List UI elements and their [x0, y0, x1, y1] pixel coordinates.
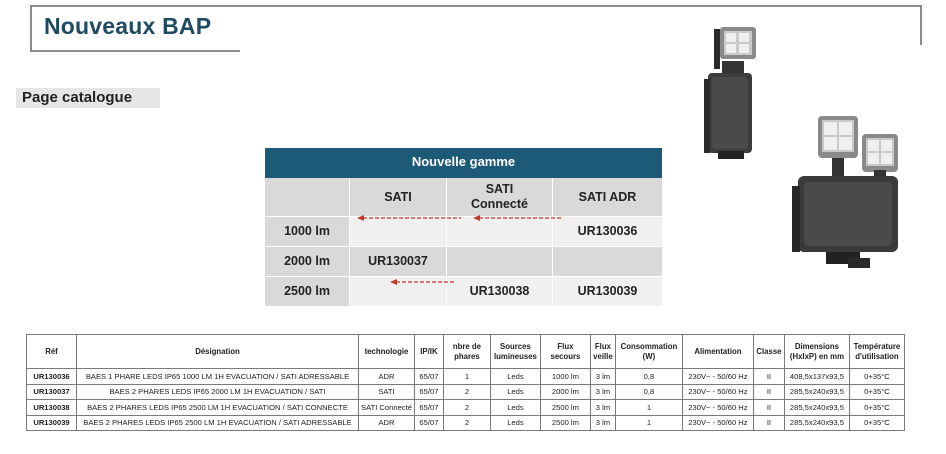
cell-sources: Leds	[490, 400, 540, 416]
gamme-row	[265, 247, 662, 277]
col-flux-secours: Flux secours	[540, 335, 590, 369]
spec-header-row	[27, 335, 905, 369]
table-row	[27, 369, 905, 385]
gamme-title: Nouvelle gamme	[265, 148, 662, 178]
gamme-table	[265, 148, 662, 307]
cell-flux-secours: 2500 lm	[540, 415, 590, 431]
table-row	[27, 415, 905, 431]
frame-right-border	[920, 5, 922, 45]
cell-alimentation: 230V~ - 50/60 Hz	[682, 384, 753, 400]
arrow-left-icon	[473, 214, 565, 222]
cell-technologie: ADR	[359, 415, 415, 431]
col-temperature: Température d'utilisation	[849, 335, 904, 369]
cell-ref: UR130039	[27, 415, 77, 431]
col-designation: Désignation	[77, 335, 359, 369]
section-label: Page catalogue	[16, 88, 160, 108]
cell-designation: BAES 2 PHARES LEDS IP65 2500 LM 1H EVACUATION / SATI CONNECTE	[77, 400, 359, 416]
cell-technologie: SATI Connecté	[359, 400, 415, 416]
cell-designation: BAES 2 PHARES LEDS IP65 2500 LM 1H EVACUATION / SATI ADRESSABLE	[77, 415, 359, 431]
cell-temperature: 0+35°C	[849, 384, 904, 400]
cell-temperature: 0+35°C	[849, 415, 904, 431]
gamme-cell-sati-adr	[553, 247, 662, 276]
cell-flux-veille: 3 lm	[590, 400, 615, 416]
cell-flux-veille: 3 lm	[590, 369, 615, 385]
table-row	[27, 384, 905, 400]
gamme-cell-sati-connecte: UR130038	[447, 277, 553, 306]
cell-flux-secours: 1000 lm	[540, 369, 590, 385]
cell-ip-ik: 65/07	[414, 415, 443, 431]
cell-classe: II	[753, 415, 784, 431]
cell-alimentation: 230V~ - 50/60 Hz	[682, 415, 753, 431]
gamme-row	[265, 277, 662, 307]
gamme-flux: 1000 lm	[265, 217, 350, 246]
cell-flux-veille: 3 lm	[590, 415, 615, 431]
page-title: Nouveaux BAP	[44, 13, 212, 39]
cell-alimentation: 230V~ - 50/60 Hz	[682, 369, 753, 385]
cell-ip-ik: 65/07	[414, 369, 443, 385]
gamme-flux: 2000 lm	[265, 247, 350, 276]
cell-classe: II	[753, 400, 784, 416]
cell-ref: UR130038	[27, 400, 77, 416]
arrow-left-icon	[357, 214, 463, 222]
gamme-flux: 2500 lm	[265, 277, 350, 306]
cell-consommation: 1	[615, 415, 682, 431]
gamme-cell-sati-adr: UR130036	[553, 217, 662, 246]
cell-nbre-phares: 2	[443, 400, 490, 416]
col-dimensions: Dimensions (HxlxP) en mm	[784, 335, 849, 369]
cell-dimensions: 285,5x240x93,5	[784, 400, 849, 416]
cell-technologie: ADR	[359, 369, 415, 385]
col-ip-ik: IP/IK	[414, 335, 443, 369]
cell-flux-secours: 2500 lm	[540, 400, 590, 416]
cell-nbre-phares: 2	[443, 384, 490, 400]
cell-consommation: 0,8	[615, 384, 682, 400]
cell-classe: II	[753, 369, 784, 385]
cell-designation: BAES 1 PHARE LEDS IP65 1000 LM 1H EVACUATION / SATI ADRESSABLE	[77, 369, 359, 385]
cell-ip-ik: 65/07	[414, 400, 443, 416]
title-frame	[30, 5, 922, 52]
cell-technologie: SATI	[359, 384, 415, 400]
cell-nbre-phares: 1	[443, 369, 490, 385]
table-row	[27, 400, 905, 416]
frame-bottom-border	[30, 50, 240, 52]
cell-flux-veille: 3 lm	[590, 384, 615, 400]
cell-ip-ik: 65/07	[414, 384, 443, 400]
gamme-header-sati-connecte: SATI Connecté	[447, 178, 553, 216]
cell-temperature: 0+35°C	[849, 400, 904, 416]
gamme-header-sati-adr: SATI ADR	[553, 178, 662, 216]
cell-temperature: 0+35°C	[849, 369, 904, 385]
gamme-cell-sati: UR130037	[350, 247, 447, 276]
spec-table	[26, 334, 905, 431]
frame-left-border	[30, 5, 32, 52]
cell-dimensions: 285,5x240x93,5	[784, 384, 849, 400]
col-classe: Classe	[753, 335, 784, 369]
gamme-header-row	[265, 178, 662, 217]
gamme-row	[265, 217, 662, 247]
col-flux-veille: Flux veille	[590, 335, 615, 369]
cell-sources: Leds	[490, 384, 540, 400]
cell-ref: UR130037	[27, 384, 77, 400]
cell-dimensions: 285,5x240x93,5	[784, 415, 849, 431]
cell-ref: UR130036	[27, 369, 77, 385]
arrow-left-icon	[390, 278, 456, 286]
col-alimentation: Alimentation	[682, 335, 753, 369]
gamme-header-empty	[265, 178, 350, 216]
col-consommation: Consommation (W)	[615, 335, 682, 369]
frame-top-border	[30, 5, 922, 7]
cell-sources: Leds	[490, 415, 540, 431]
col-nbre-phares: nbre de phares	[443, 335, 490, 369]
gamme-cell-sati-adr: UR130039	[553, 277, 662, 306]
col-technologie: technologie	[359, 335, 415, 369]
cell-dimensions: 408,5x137x93,5	[784, 369, 849, 385]
col-ref: Réf	[27, 335, 77, 369]
cell-consommation: 0,8	[615, 369, 682, 385]
col-sources: Sources lumineuses	[490, 335, 540, 369]
cell-designation: BAES 2 PHARES LEDS IP65 2000 LM 1H EVACUATION / SATI	[77, 384, 359, 400]
cell-flux-secours: 2000 lm	[540, 384, 590, 400]
cell-consommation: 1	[615, 400, 682, 416]
double-head-projector-image	[790, 112, 906, 272]
cell-classe: II	[753, 384, 784, 400]
cell-sources: Leds	[490, 369, 540, 385]
cell-nbre-phares: 2	[443, 415, 490, 431]
single-head-projector-image	[698, 25, 768, 163]
cell-alimentation: 230V~ - 50/60 Hz	[682, 400, 753, 416]
gamme-cell-sati-connecte	[447, 247, 553, 276]
gamme-header-sati: SATI	[350, 178, 447, 216]
